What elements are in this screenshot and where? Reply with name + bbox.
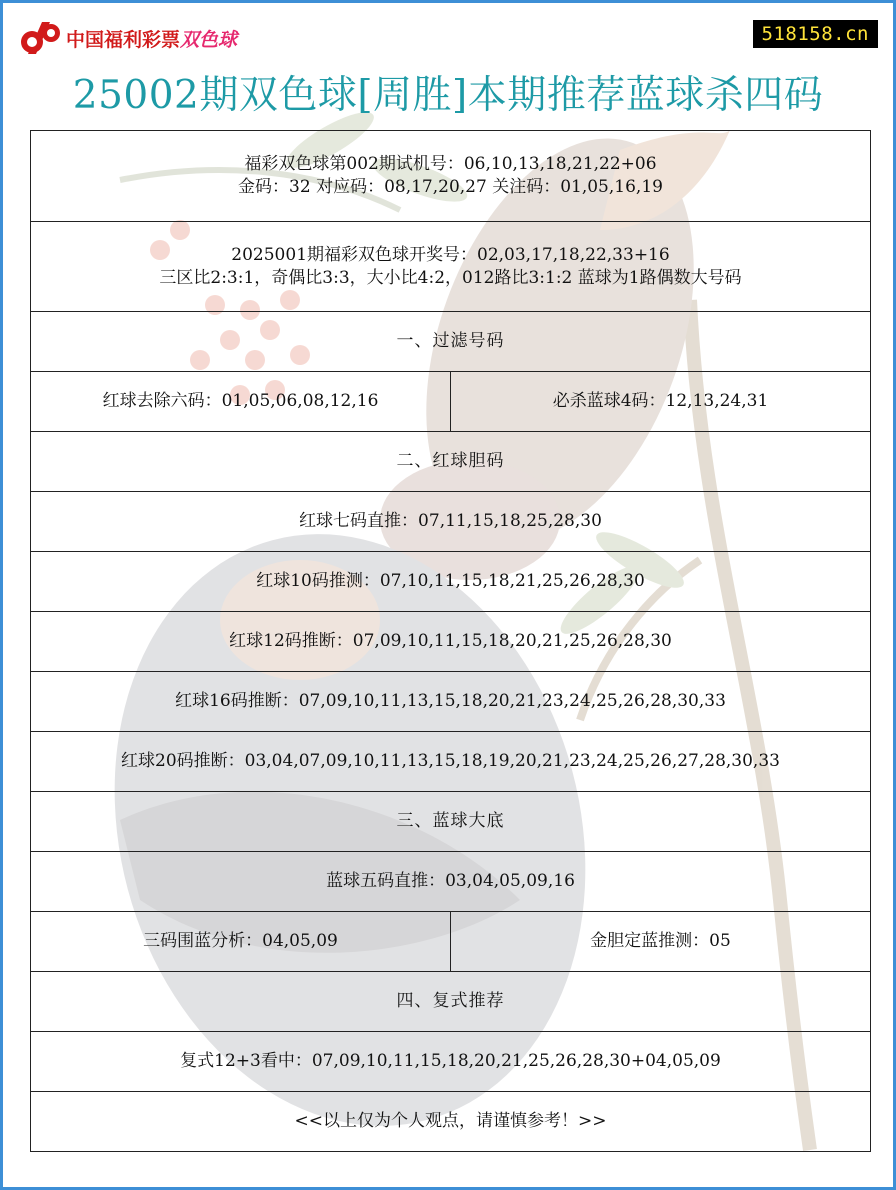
table-row bbox=[31, 431, 870, 491]
table-row bbox=[31, 311, 870, 371]
welfare-lottery-logo-icon bbox=[18, 18, 64, 58]
section-heading-combo: 四、复式推荐 bbox=[396, 991, 505, 1011]
table-row bbox=[31, 131, 870, 221]
red-10-cell: 红球10码推测：07,10,11,15,18,21,25,26,28,30 bbox=[256, 571, 645, 591]
red-12-cell: 红球12码推断：07,09,10,11,15,18,20,21,25,26,28,30 bbox=[229, 631, 672, 651]
blue-5-cell: 蓝球五码直推：03,04,05,09,16 bbox=[326, 871, 575, 891]
table-row bbox=[31, 671, 870, 731]
disclaimer-cell: <<以上仅为个人观点，请谨慎参考！>> bbox=[294, 1111, 607, 1131]
red-exclude-cell: 红球去除六码：01,05,06,08,12,16 bbox=[102, 391, 379, 411]
section-heading-filter: 一、过滤号码 bbox=[396, 331, 505, 351]
table-row bbox=[31, 1091, 870, 1151]
trial-numbers-cell bbox=[31, 131, 870, 221]
table-row bbox=[31, 491, 870, 551]
prediction-table bbox=[30, 130, 871, 1152]
draw-analysis-line: 三区比2:3:1，奇偶比3:3，大小比4:2，012路比3:1:2 蓝球为1路偶数大号码 bbox=[159, 267, 742, 288]
draw-result-line: 2025001期福彩双色球开奖号：02,03,17,18,22,33+16 bbox=[231, 244, 670, 265]
red-20-cell: 红球20码推断：03,04,07,09,10,11,13,15,18,19,20,21,23,24,25,26,27,28,30,33 bbox=[121, 751, 780, 771]
table-row bbox=[31, 611, 870, 671]
lottery-logo bbox=[18, 18, 237, 58]
red-16-cell: 红球16码推断：07,09,10,11,13,15,18,20,21,23,24,25,26,28,30,33 bbox=[175, 691, 726, 711]
trial-numbers-line: 福彩双色球第002期试机号：06,10,13,18,21,22+06 bbox=[244, 154, 657, 174]
table-row bbox=[31, 371, 870, 431]
table-row bbox=[31, 1031, 870, 1091]
table-row bbox=[31, 851, 870, 911]
red-7-cell: 红球七码直推：07,11,15,18,25,28,30 bbox=[299, 511, 602, 531]
gold-code-line: 金码：32 对应码：08,17,20,27 关注码：01,05,16,19 bbox=[238, 177, 663, 197]
table-row bbox=[31, 221, 870, 311]
site-badge: 518158.cn bbox=[753, 20, 878, 48]
table-row bbox=[31, 731, 870, 791]
logo-suffix: 双色球 bbox=[180, 28, 238, 51]
section-heading-red: 二、红球胆码 bbox=[396, 451, 505, 471]
blue-kill-cell: 必杀蓝球4码：12,13,24,31 bbox=[450, 372, 870, 431]
combo-cell: 复式12+3看中：07,09,10,11,15,18,20,21,25,26,28,30+04,05,09 bbox=[180, 1051, 721, 1071]
section-heading-blue: 三、蓝球大底 bbox=[396, 811, 505, 831]
page-title: 25002期双色球[周胜]本期推荐蓝球杀四码 bbox=[72, 73, 824, 118]
table-row bbox=[31, 911, 870, 971]
table-row bbox=[31, 791, 870, 851]
blue-gold-cell: 金胆定蓝推测：05 bbox=[450, 912, 870, 971]
table-row bbox=[31, 971, 870, 1031]
blue-3-cell: 三码围蓝分析：04,05,09 bbox=[143, 931, 338, 951]
logo-text: 中国福利彩票 bbox=[66, 28, 181, 51]
draw-result-cell bbox=[31, 222, 870, 311]
table-row bbox=[31, 551, 870, 611]
